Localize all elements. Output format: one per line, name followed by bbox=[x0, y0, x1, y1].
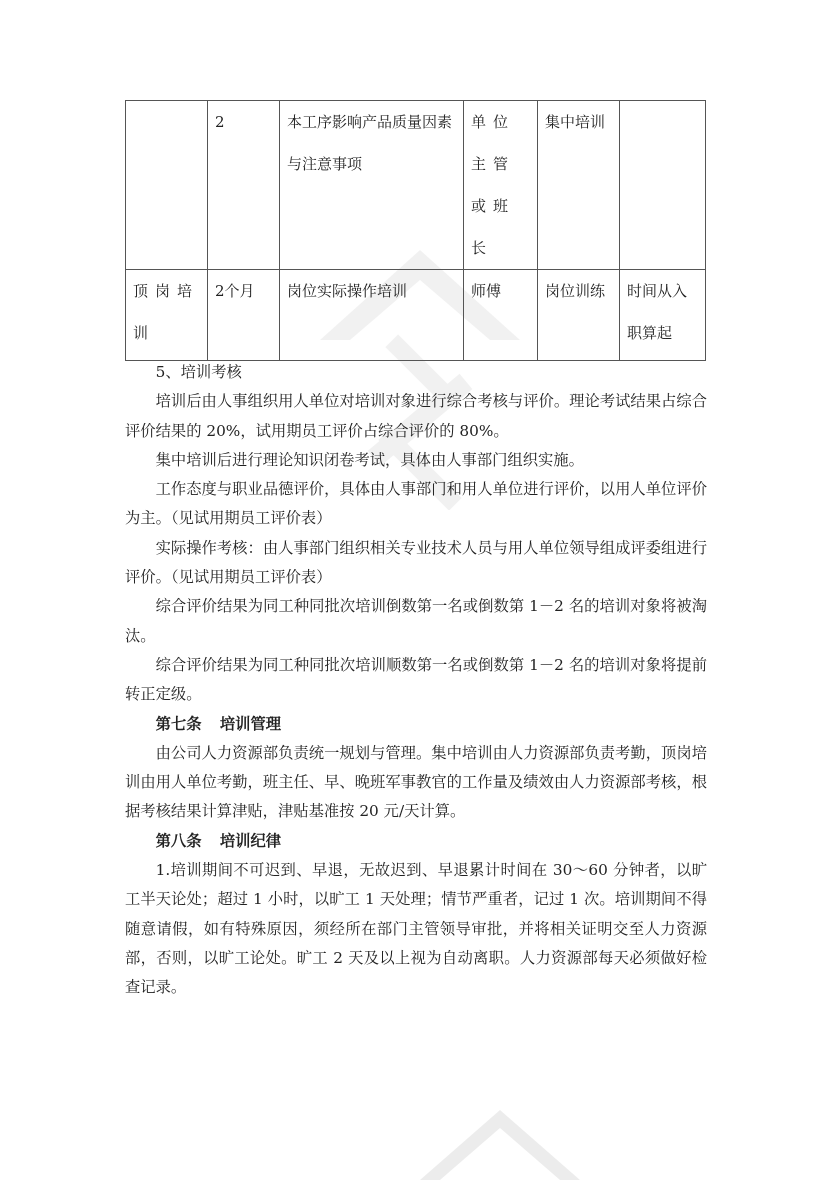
article-number: 第八条 bbox=[155, 831, 202, 850]
paragraph: 工作态度与职业品德评价，具体由人事部门和用人单位进行评价，以用人单位评价为主。（见试用期员工评价表） bbox=[125, 480, 707, 528]
paragraph: 综合评价结果为同工种同批次培训倒数第一名或倒数第 1－2 名的培训对象将被淘汰。 bbox=[125, 597, 707, 645]
table-cell: 2个月 bbox=[208, 270, 280, 361]
paragraph: 实际操作考核：由人事部门组织相关专业技术人员与用人单位领导组成评委组进行评价。（见试用期员工评价表） bbox=[125, 538, 707, 587]
article-title: 培训管理 bbox=[219, 714, 282, 733]
article-heading-8 bbox=[125, 827, 707, 856]
paragraph: 由公司人力资源部负责统一规划与管理。集中培训由人力资源部负责考勤，顶岗培训由用人单位考勤，班主任、早、晚班军事教官的工作量及绩效由人力资源部考核，根据考核结果计算津贴，津贴基准按 20 元/天计算。 bbox=[125, 743, 707, 821]
paragraph: 培训后由人事组织用人单位对培训对象进行综合考核与评价。理论考试结果占综合评价结果的 20%，试用期员工评价占综合评价的 80%。 bbox=[125, 392, 707, 440]
paragraph: 集中培训后进行理论知识闭卷考试，具体由人事部门组织实施。 bbox=[155, 450, 584, 469]
table-cell: 集中培训 bbox=[538, 101, 620, 270]
paragraph: 综合评价结果为同工种同批次培训顺数第一名或倒数第 1－2 名的培训对象将提前转正定级。 bbox=[125, 655, 707, 704]
table-cell: 单位主管或班长 bbox=[464, 101, 538, 270]
table-row bbox=[126, 270, 706, 361]
article-number: 第七条 bbox=[155, 714, 202, 733]
table-cell: 岗位训练 bbox=[538, 270, 620, 361]
article-heading-7 bbox=[125, 710, 707, 739]
paragraph: 1.培训期间不可迟到、早退，无故迟到、早退累计时间在 30～60 分钟者，以旷工半天论处；超过 1 小时，以旷工 1 天处理；情节严重者，记过 1 次。培训期间不得随意请假，如有特殊原因，须经所在部门主管领导审批，并将相关证明交至人力资源部，否则，以旷工论处。旷工 2 天及以上视为自动离职。人力资源部每天必须做好检查记录。 bbox=[125, 861, 707, 997]
section-title: 5、培训考核 bbox=[155, 363, 242, 381]
document-body bbox=[125, 358, 707, 1003]
article-title: 培训纪律 bbox=[219, 831, 282, 850]
table-cell: 顶岗培训 bbox=[126, 270, 208, 361]
training-schedule-table bbox=[125, 100, 706, 361]
table-cell: 岗位实际操作培训 bbox=[280, 270, 464, 361]
table-cell bbox=[620, 101, 706, 270]
table-cell: 师傅 bbox=[464, 270, 538, 361]
table-row bbox=[126, 101, 706, 270]
table-cell: 本工序影响产品质量因素与注意事项 bbox=[280, 101, 464, 270]
watermark-logo-icon bbox=[420, 1110, 580, 1190]
table-cell: 时间从入职算起 bbox=[620, 270, 706, 361]
table-cell bbox=[126, 101, 208, 270]
table-cell: 2 bbox=[208, 101, 280, 270]
